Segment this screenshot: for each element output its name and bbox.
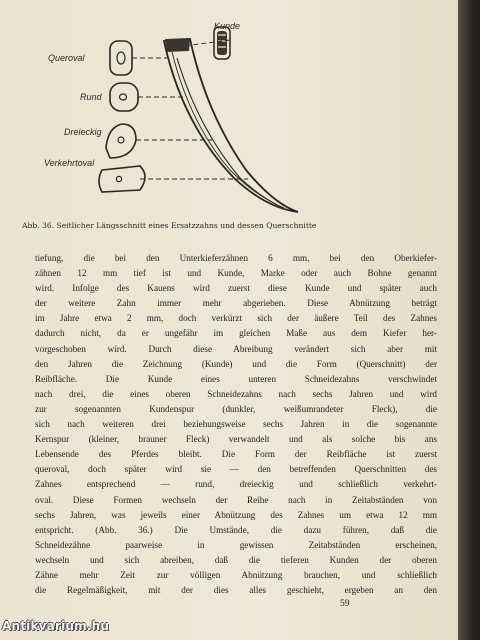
tooth-longitudinal-section [164, 38, 298, 212]
text-line: Kernspur (kleiner, brauner Fleck) verwandelt und als solche bis ans [35, 434, 437, 445]
dreieckig-section [106, 124, 136, 158]
text-line: der weitere Zahn immer mehr abgerieben. Diese Abnützung beträgt [35, 298, 437, 309]
verkehrtoval-label: Verkehrtoval [44, 158, 95, 168]
text-line: Zahnes entsprechend — rund, dreieckig und schließlich verkehrt- [35, 479, 437, 490]
text-line: Zähne mehr Zeit zur völligen Abnützung brauchen, und schließlich [35, 569, 437, 580]
text-line: sechs Jahren, was jeweils einer Abnützung des Zahnes um etwa 12 mm [35, 509, 437, 520]
verkehrtoval-section [99, 166, 145, 192]
text-line: oval. Diese Formen wechseln der Reihe nach in Zeitabständen von [35, 494, 437, 505]
text-line: wird. Infolge des Kauens wird zuerst diese Kunde und später auch [35, 283, 437, 294]
rund-label: Rund [80, 92, 102, 102]
text-line: tiefung, die bei den Unterkieferzähnen 6 mm, bei den Oberkiefer- [35, 253, 437, 263]
book-spine [458, 0, 480, 640]
text-line: Lebensende des Pferdes bleibt. Die Form der Reibfläche ist zuerst [35, 449, 437, 460]
kunde-label: Kunde [214, 21, 241, 31]
text-line: queroval, doch später wird sie — den betreffenden Querschnitten des [35, 464, 437, 475]
page-number: 59 [340, 599, 350, 609]
text-line: sich nach weiteren drei beziehungsweise sechs Jahren in die sogenannte [35, 419, 437, 430]
text-line: wechseln und sich abreiben, daß die tieferen Kunden der oberen [35, 554, 437, 565]
rund-section [110, 83, 138, 111]
text-line: den Jahren die Zeichnung (Kunde) und die Form (Querschnitt) der [35, 358, 437, 369]
text-line: dadurch nicht, da er ungefähr im gleichen Maße aus dem Kiefer her- [35, 328, 437, 339]
text-line: nach drei, die eines oberen Schneidezahns nach sechs Jahren und wird [35, 388, 437, 399]
text-line: die Regelmäßigkeit, mit der dies alles geschieht, ergeben an den [35, 585, 437, 596]
queroval-label: Queroval [48, 53, 85, 63]
dreieckig-label: Dreieckig [64, 127, 102, 137]
queroval-section [110, 41, 132, 75]
text-line: zur sogenannten Kundenspur (dunkler, weißumrandeter Fleck), die [35, 403, 437, 414]
tooth-diagram [40, 18, 370, 218]
text-line: Schneidezähne paarweise in gewissen Zeitabständen erscheinen, [35, 539, 437, 550]
text-line: zähnen 12 mm tief ist und Kunde, Marke oder auch Bohne genannt [35, 268, 437, 279]
text-line: im Jahre etwa 2 mm, doch verkürzt sich der äußere Teil des Zahnes [35, 313, 437, 324]
text-line: Reibfläche. Die Kunde eines unteren Schneidezahns verschwindet [35, 373, 437, 384]
watermark: Antikvarium.hu [2, 619, 110, 633]
body-text [35, 251, 437, 598]
kunde-section [214, 27, 230, 59]
tooth-figure [40, 18, 370, 218]
figure-caption: Abb. 36. Seitlicher Längsschnitt eines Ersatzzahns und dessen Querschnitte [22, 221, 317, 230]
text-line: vorgeschoben wird. Durch diese Abreibung verändert sich aber mit [35, 343, 437, 354]
text-line: entspricht. (Abb. 36.) Die Umstände, die dazu führen, daß die [35, 524, 437, 535]
